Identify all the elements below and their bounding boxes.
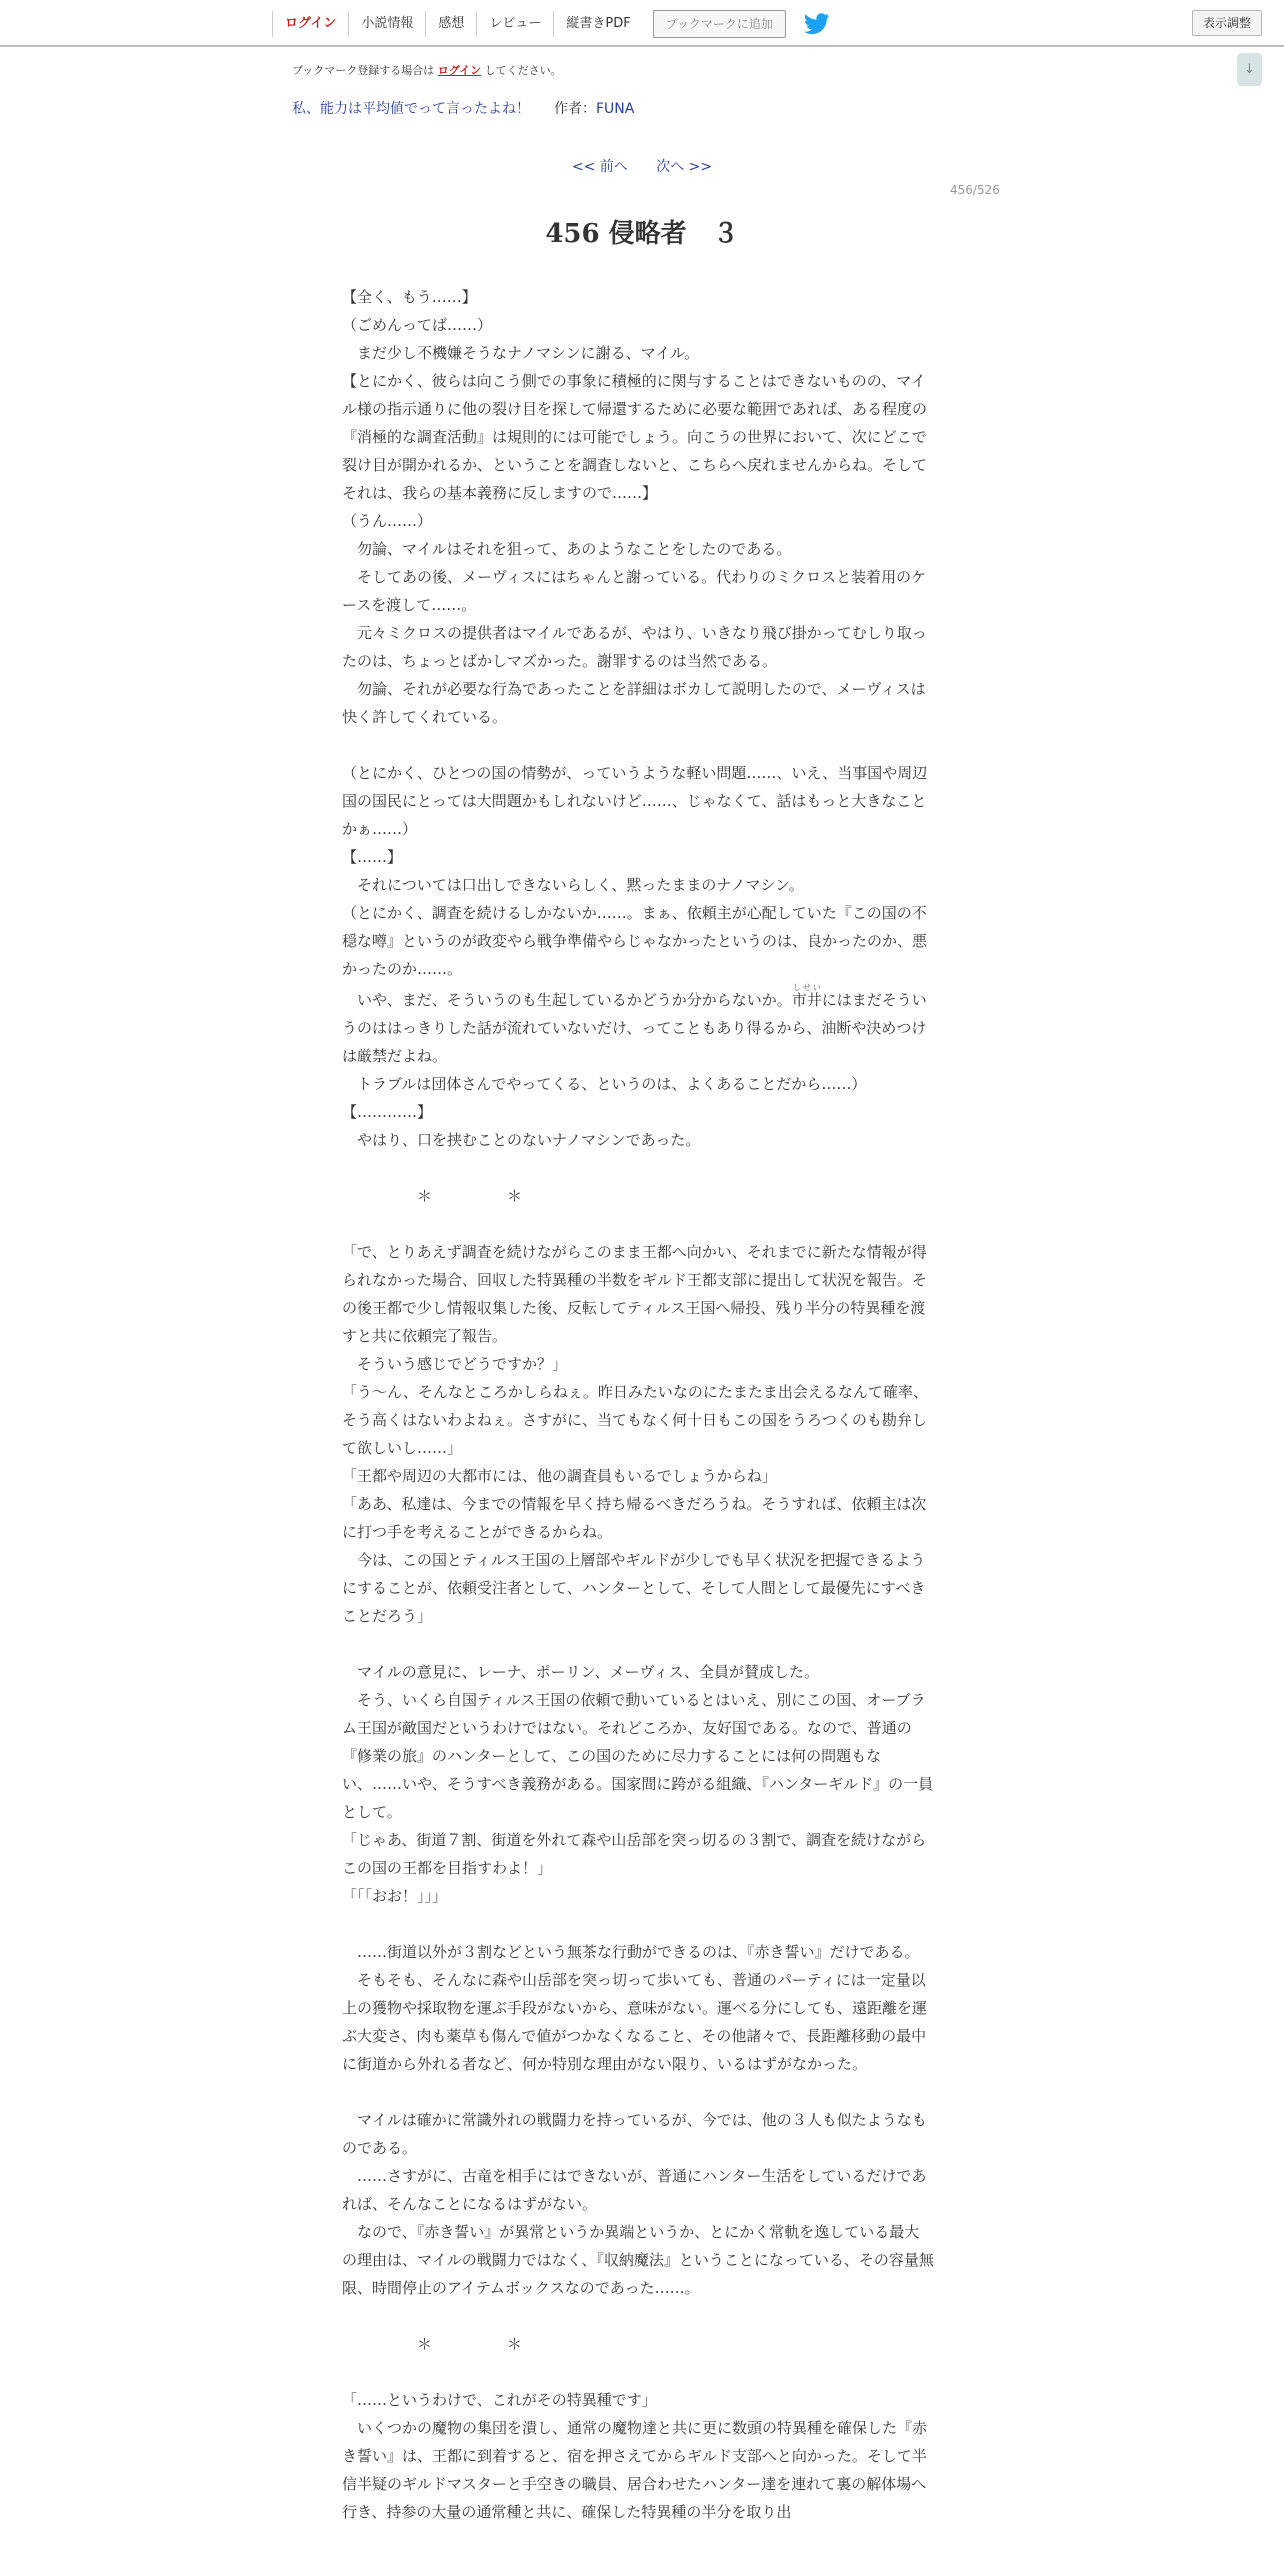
body-line xyxy=(342,731,934,759)
body-line xyxy=(342,2078,934,2106)
body-line: 「う～ん、そんなところかしらねぇ。昨日みたいなのにたまたま出会えるなんて確率、そう高くはないわよねぇ。さすがに、当てもなく何十日もこの国をうろつくのも勘弁して欲しいし……」 xyxy=(342,1383,928,1457)
body-line xyxy=(342,2358,934,2386)
display-adjust-button[interactable]: 表示調整 xyxy=(1192,10,1262,36)
body-line: トラブルは団体さんでやってくる、というのは、よくあることだから……） xyxy=(342,1075,867,1093)
body-line: 【……】 xyxy=(342,848,403,866)
body-line: 勿論、マイルはそれを狙って、あのようなことをしたのである。 xyxy=(342,540,792,558)
body-line: 今は、この国とティルス王国の上層部やギルドが少しでも早く状況を把握できるようにすることが、依頼受注者として、ハンターとして、そして人間として最優先にすべきことだろう」 xyxy=(342,1551,926,1625)
author-name-link[interactable]: FUNA xyxy=(596,101,635,117)
author-label: 作者： xyxy=(554,101,596,117)
next-chapter-link[interactable]: 次へ >> xyxy=(656,159,713,175)
notice-text-before: ブックマーク登録する場合は xyxy=(292,64,435,77)
body-line xyxy=(342,1630,934,1658)
chapter-title: 456 侵略者 ３ xyxy=(545,219,739,249)
novel-title-link[interactable]: 私、能力は平均値でって言ったよね！ xyxy=(292,101,530,117)
body-line: （とにかく、ひとつの国の情勢が、っていうような軽い問題……、いえ、当事国や周辺国の国民にとっては大問題かもしれないけど……、じゃなくて、話はもっと大きなことかぁ……） xyxy=(342,764,928,838)
notice-login-link[interactable]: ログイン xyxy=(437,64,482,77)
body-line: 「「「おお！」」」 xyxy=(342,1887,448,1905)
ruby-word: 市井しせい xyxy=(791,983,822,1009)
body-line: （ごめんってば……） xyxy=(342,316,493,334)
nav-novel-info-link[interactable]: 小説情報 xyxy=(348,11,425,37)
body-line: 「ああ、私達は、今までの情報を早く持ち帰るべきだろうね。そうすれば、依頼主は次に打つ手を考えることができるからね。 xyxy=(342,1495,927,1541)
body-line: 【とにかく、彼らは向こう側での事象に積極的に関与することはできないものの、マイル様の指示通りに他の裂け目を探して帰還するために必要な範囲であれば、ある程度の『消極的な調査活動』は規則的には可能でしょう。向こうの世界において、次にどこで裂け目が開かれるか、ということを調査しないと、こちらへ戻れませんからね。そしてそれは、我らの基本義務に反しますので……】 xyxy=(342,372,928,502)
nav-impressions-link[interactable]: 感想 xyxy=(425,11,476,37)
body-line xyxy=(342,1910,934,1938)
body-line: 「……というわけで、これがその特異種です」 xyxy=(342,2391,657,2409)
top-navigation-bar xyxy=(0,0,1284,47)
body-line: マイルの意見に、レーナ、ポーリン、メーヴィス、全員が賛成した。 xyxy=(342,1663,820,1681)
body-line: 【全く、もう……】 xyxy=(342,288,477,306)
body-line xyxy=(342,2302,934,2330)
body-line: そういう感じでどうですか？」 xyxy=(342,1355,568,1373)
novel-body-text xyxy=(342,283,934,2526)
nav-vertical-pdf-link[interactable]: 縦書きPDF xyxy=(553,11,642,37)
body-line: ＊ ＊ xyxy=(342,2335,523,2353)
body-line: いくつかの魔物の集団を潰し、通常の魔物達と共に更に数頭の特異種を確保した『赤き誓い』は、王都に到着すると、宿を押さえてからギルド支部へと向かった。そして半信半疑のギルドマスターと手空きの職員、居合わせたハンター達を連れて裏の解体場へ行き、持参の大量の通常種と共に、確保した特異種の半分を取り出 xyxy=(342,2419,928,2521)
bookmark-login-notice xyxy=(292,62,562,78)
body-line: 「じゃあ、街道７割、街道を外れて森や山岳部を突っ切るの３割で、調査を続けながらこの国の王都を目指すわよ！」 xyxy=(342,1831,927,1877)
body-line: ……さすがに、古竜を相手にはできないが、普通にハンター生活をしているだけであれば、そんなことになるはずがない。 xyxy=(342,2167,927,2213)
body-line: （うん……） xyxy=(342,512,433,530)
body-line: マイルは確かに常識外れの戦闘力を持っているが、今では、他の３人も似たようなものである。 xyxy=(342,2111,927,2157)
body-line: ＊ ＊ xyxy=(342,1187,523,1205)
nav-login-link[interactable]: ログイン xyxy=(272,11,348,37)
ruby-reading: しせい xyxy=(791,983,822,992)
body-line: 勿論、それが必要な行為であったことを詳細はボカして説明したので、メーヴィスは快く許してくれている。 xyxy=(342,680,926,726)
body-line: 元々ミクロスの提供者はマイルであるが、やはり、いきなり飛び掛かってむしり取ったのは、ちょっとばかしマズかった。謝罪するのは当然である。 xyxy=(342,624,927,670)
author-line xyxy=(554,98,634,118)
body-line xyxy=(342,1210,934,1238)
twitter-icon[interactable] xyxy=(804,13,830,35)
body-line: そもそも、そんなに森や山岳部を突っ切って歩いても、普通のパーティには一定量以上の獲物や採取物を運ぶ手段がないから、意味がない。運べる分にしても、遠距離を運ぶ大変さ、肉も薬草も傷んで値がつかなくなること、その他諸々で、長距離移動の最中に街道から外れる者など、何か特別な理由がない限り、いるはずがなかった。 xyxy=(342,1971,928,2073)
add-bookmark-button[interactable]: ブックマークに追加 xyxy=(653,10,786,38)
nav-menu xyxy=(272,0,830,47)
body-line: いや、まだ、そういうのも生起しているかどうか分からないか。市井しせいにはまだそういうのははっきりした話が流れていないだけ、ってこともあり得るから、油断や決めつけは厳禁だよね。 xyxy=(342,983,927,1065)
body-line: 「王都や周辺の大都市には、他の調査員もいるでしょうからね」 xyxy=(342,1467,777,1485)
chapter-pager xyxy=(0,156,1284,176)
body-line: まだ少し不機嫌そうなナノマシンに謝る、マイル。 xyxy=(342,344,700,362)
body-line: なので、『赤き誓い』が異常というか異端というか、とにかく常軌を逸している最大の理由は、マイルの戦闘力ではなく、『収納魔法』ということになっている、その容量無限、時間停止のアイテムボックスなのであった……。 xyxy=(342,2223,934,2297)
scroll-down-icon[interactable]: ↓ xyxy=(1237,53,1262,86)
body-line: 「で、とりあえず調査を続けながらこのまま王都へ向かい、それまでに新たな情報が得られなかった場合、回収した特異種の半数をギルド王都支部に提出して状況を報告。その後王都で少し情報収集した後、反転してティルス王国へ帰投、残り半分の特異種を渡すと共に依頼完了報告。 xyxy=(342,1243,927,1345)
body-line: それについては口出しできないらしく、黙ったままのナノマシン。 xyxy=(342,876,804,894)
body-line: ……街道以外が３割などという無茶な行動ができるのは、『赤き誓い』だけである。 xyxy=(342,1943,920,1961)
notice-text-after: してください。 xyxy=(484,64,562,77)
body-line: そしてあの後、メーヴィスにはちゃんと謝っている。代わりのミクロスと装着用のケースを渡して……。 xyxy=(342,568,927,614)
body-line: 【…………】 xyxy=(342,1103,433,1121)
twitter-bird-icon xyxy=(804,13,830,35)
body-line: そう、いくら自国ティルス王国の依頼で動いているとはいえ、別にこの国、オーブラム王国が敵国だというわけではない。それどころか、友好国である。なので、普通の『修業の旅』のハンターとして、この国のために尽力することには何の問題もない、……いや、そうすべき義務がある。国家間に跨がる組織、『ハンターギルド』の一員として。 xyxy=(342,1691,934,1821)
chapter-counter: 456/526 xyxy=(950,183,1000,197)
body-line: （とにかく、調査を続けるしかないか……。まぁ、依頼主が心配していた『この国の不穏な噂』というのが政変やら戦争準備やらじゃなかったというのは、良かったのか、悪かったのか……。 xyxy=(342,904,928,978)
body-line: やはり、口を挟むことのないナノマシンであった。 xyxy=(342,1131,701,1149)
body-line xyxy=(342,1154,934,1182)
prev-chapter-link[interactable]: << 前へ xyxy=(571,159,628,175)
nav-review-link[interactable]: レビュー xyxy=(476,11,553,37)
